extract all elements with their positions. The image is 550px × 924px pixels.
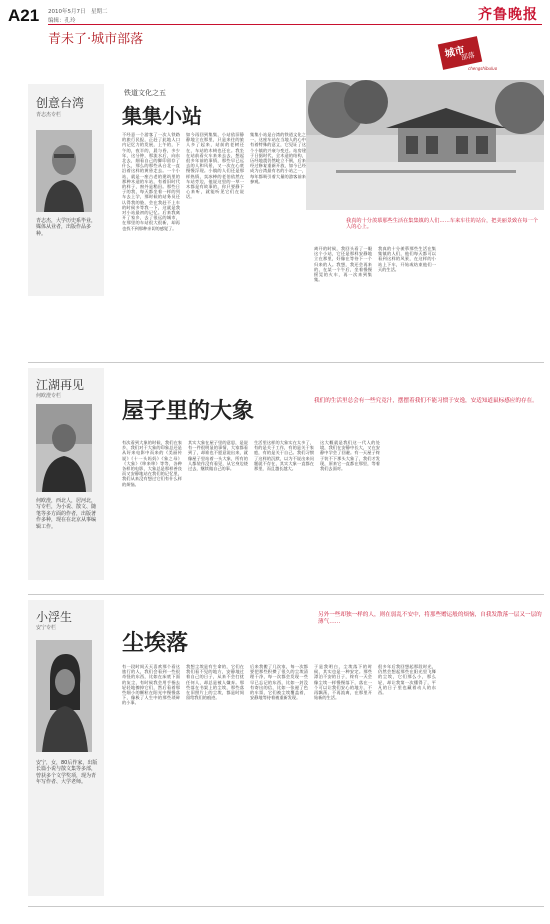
article-caption-3: 另外一些却独一样的人，则在弱乱不安中，将那些赠运般的烦恼，自我发散落一层又一层的薄气……	[318, 612, 542, 625]
article-body-3-col2: 我想尘埃是有生命的，它们在我们看不见的地方，安静地过着自己的日子，从来不会打扰任何人，却总是被人嫌弃。那些落在书架上的尘埃，那些落在旧照片上的尘埃，都是时间留给我们的痕迹。	[186, 664, 244, 701]
article-body-1-col3: 集集小站是台湾的铁道文化之一，这座车站在当地人的心中有着特殊的意义，它见证了这个小镇的兴衰与变迁。站房建于日据时代，全木造的结构，历经地震仍然屹立不倒，后来经过修复重新开放，如今已经成为台湾最有名的小站之一，每年都吸引着大量的游客前来参观。	[250, 132, 306, 184]
column-title-3: 小浮生	[36, 610, 73, 624]
author-bio-3: 安宁，女，80后作家，出版长篇小说与散文集等多部，曾获多个文学奖项，现为青年写作者、大学老师。	[36, 760, 98, 786]
column-title-1: 创意台湾	[36, 96, 85, 110]
article-body-2-col3: 生活里这样的大象实在太多了，有的是关于工作，有的是关于家庭，有的是关于自己。我们习惯了这样的沉默，以为不说出来问题就不存在，其实大象一直都在那里，而且越长越大。	[254, 440, 314, 472]
column-author-2: 何欧澄专栏	[36, 393, 62, 399]
section-title: 青未了·城市部落	[48, 32, 144, 47]
article-body-1-col4: 离开的时候，我回头看了一眼这个小站，它还是那样安静地立在那里，好像在等待下一个归来的人。我想，我还会再来的，在某一个午后，坐着慢慢摇晃的火车，再一次来到集集。	[314, 246, 372, 283]
author-photo-1	[36, 130, 92, 212]
article-title-2: 屋子里的大象	[122, 398, 255, 424]
article-title-1: 集集小站	[122, 104, 202, 128]
author-photo-3	[36, 640, 92, 752]
article-body-1-col2: 如今再回到集集，小站依旧静静地立在那里，只是来往的旅人多了起来，站前的老树还在，车站的木椅也还在。我坐在站前看火车来来去去，想起很多年前的事情，那些早已远去的人和风景，又一次在心底慢慢浮现。小镇的人们还是那样热情，卖冰棒的老伯依然在车站旁边，他说这里的一草一木都是有故事的，你只要静下心来听，就能听见它们在说话。	[186, 132, 244, 200]
article-kicker-1: 铁道文化之五	[124, 89, 166, 97]
author-bio-2: 何欧澄，西北人，居河北，写专栏，为小说、散文、随笔等多方面的作者，出版著作多种，现在在北京从事编辑工作。	[36, 498, 97, 530]
article-body-1-col1: 不经意一个游客了一次人铁路的旅行民报，正赶了此地人口内记忆力的发展，上午的，下午的，夜半的，晨与昏，多少年，这分钟，那流水后，向东北去，细看自己的脚印留存了什么，那么的那些从台北一直沿着这样的黄昏走去。一个小站，就是一座古老的建筑里的那种木造的车站，有着旧时代的样子，窗外是稻田。那些日子的我，每天都坐着一样的列车去上学，那时候的站务员还认得我的脸，会在我赶不上车的时候多等我一下，这就是我对小站最初的记忆。后来我离开了家乡，去了很远的城市，在那里的车站很大很新，却再也找不到那种亲切的感觉了。	[122, 132, 180, 231]
author-photo-2	[36, 404, 92, 492]
issue-date: 2010年5月7日 星期二	[48, 9, 108, 15]
section-divider-2	[28, 594, 544, 595]
article-body-1-col5: 我真的十分羡慕那些生活在集集镇的人们，他们每天都可以看到这样的风景，在这样的小站上下车，开始或结束他们一天的生活。	[378, 246, 436, 272]
article-body-3-col5: 很多年后我回想起那段时光，仍然会想起那些在阳光里飞舞的尘埃，它们那么小，那么轻，却让我第一次懂得了，平凡的日子里也藏着动人的东西。	[378, 664, 436, 696]
article-body-2-col4: 这大概就是我们这一代人的处境，我们在安静中长大，又在安静中学会了回避。有一天屋子终于装不下那头大象了，我们才发现，原来它一直都在那里，等着我们去面对。	[320, 440, 380, 472]
station-photo	[306, 80, 544, 210]
article-body-2-col2: 其实大象在屋子里的意思，是说有一件很明显的事情，大家都看到了，却谁也不愿意说出来，就像屋子里站着一头大象，所有的人都装作没有看见，从它身边绕过去，继续做自己的事。	[188, 440, 248, 472]
photo-caption-1: 我真的十分羡慕那些生活在集集镇的人们……车来车往的站台，把美丽景致在每一个人的心上。	[346, 218, 538, 231]
header-red-rule	[48, 24, 542, 25]
article-body-2-col1: 有次看到大象的时候，我们在家乡，我们对于大象的印象总还是从好来电影中而来的《美丽传说》《十一头妈妈》《象之母》《大象》《哆来哆》等等，各种各样的电影，大象总是那样善良而又安静地站在我们的记忆里，我们从来没有想过它们有什么样的烦恼。	[122, 440, 182, 487]
article-body-3-col1: 有一段时间天天喜欢那个看这旅行的人，我们会看到一些很奇怪的东西，比如在床底下面的灰尘，有时候我会用手指去轻轻地擦掉它们，然后看着那些细小的颗粒在阳光中慢慢落下，像极了人生中的那些琐碎的小事。	[122, 664, 180, 706]
page-bottom-rule	[28, 906, 544, 907]
article-body-3-col4: 于是我明白，尘埃落下的时候，其实也是一种安定。那些漂泊不安的日子，终有一天会像尘埃一样慢慢落下，落在一个可以让我们安心的地方，不再飘荡，不再流离，在那里开始新的生活。	[314, 664, 372, 701]
newspaper-logo: 齐鲁晚报	[478, 7, 538, 23]
article-title-3: 尘埃落	[122, 630, 189, 656]
article-caption-2: 我们的生活里总会有一些究竟汁，摆摆着我们不能习惯于安逸，安适知道鼠标感应的存在。	[314, 398, 538, 404]
column-author-3: 安宁专栏	[36, 625, 57, 631]
column-title-2: 江湖再见	[36, 378, 85, 392]
page-header	[0, 0, 550, 72]
page-number: A21	[8, 6, 40, 25]
section-divider-1	[28, 362, 544, 363]
author-bio-1: 青志杰，大学历史系毕业，媒体从业者，出版作品多种。	[36, 218, 97, 237]
editor-line: 编辑：孔玲	[48, 18, 76, 24]
stamp-subtitle: chengshibuluo	[468, 66, 498, 71]
city-tribe-stamp: 城市 部落	[438, 36, 483, 70]
article-body-3-col3: 后来我搬了几次家，每一次都要把那些积攒了很久的尘埃清理干净，每一次都会发现一些早已忘记的东西，比如一封没有寄出的信，比如一张褪了色的车票，它们被尘埃覆盖着，安静地等待着被重新发现。	[250, 664, 308, 701]
column-author-1: 青志杰专栏	[36, 112, 62, 118]
